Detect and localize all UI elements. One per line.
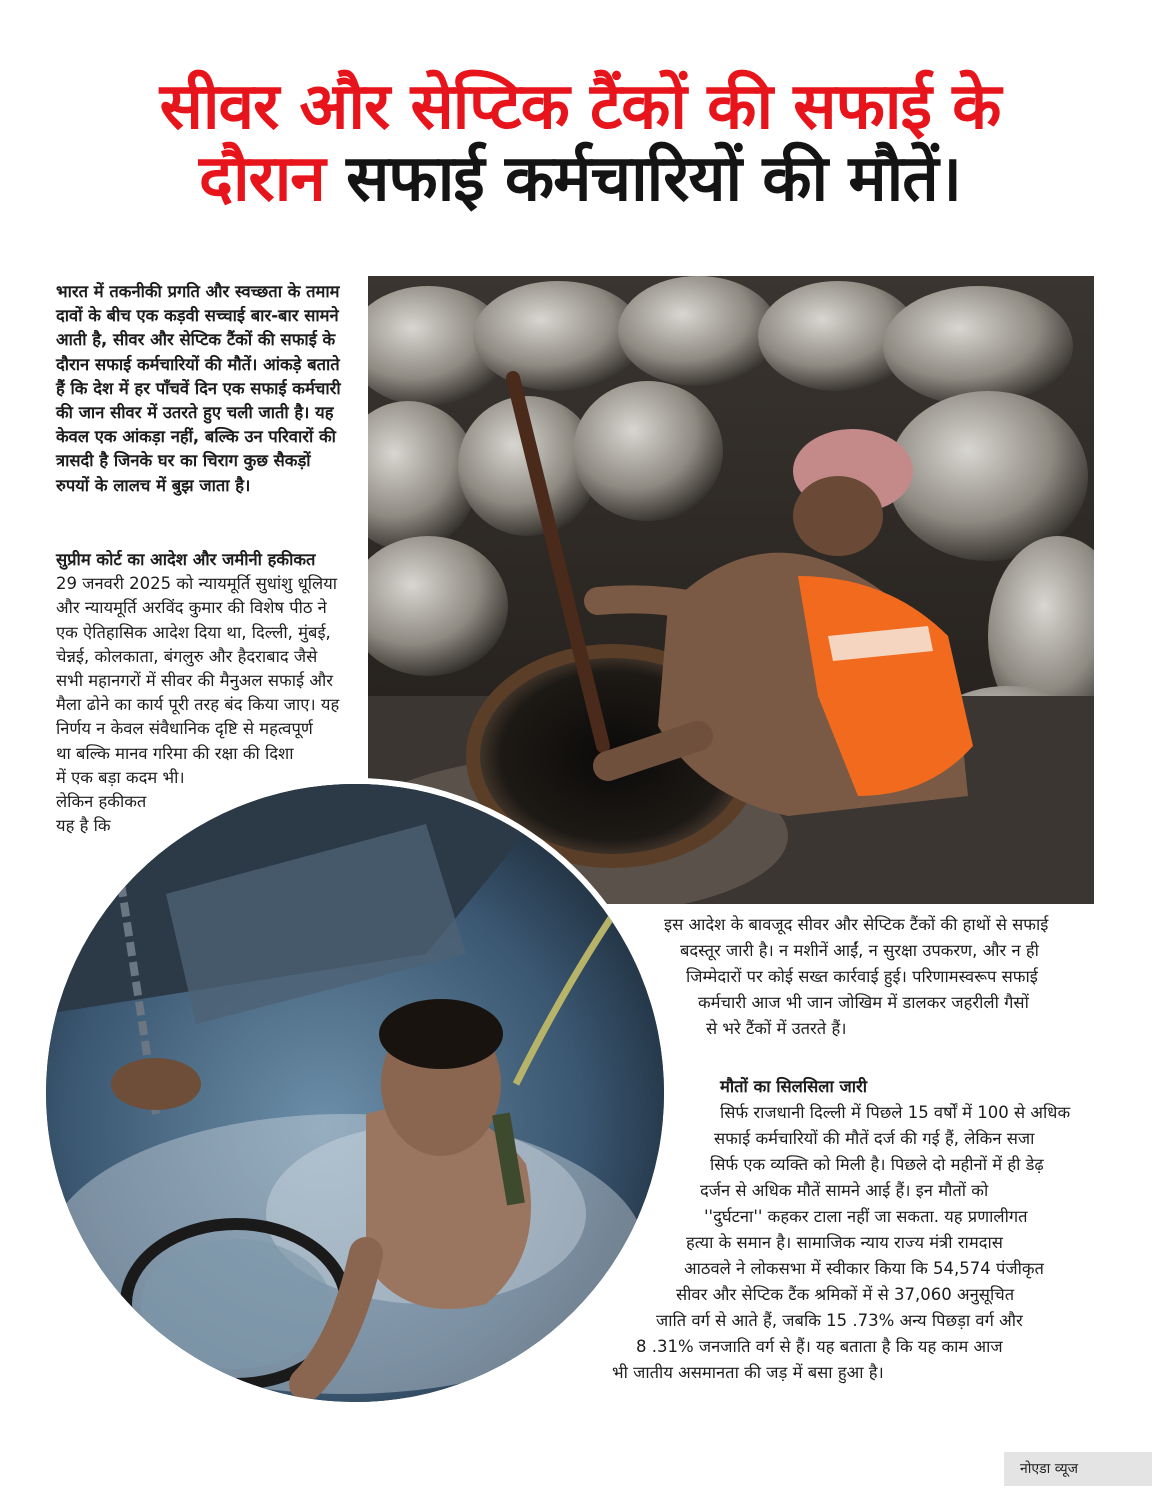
section-line: और न्यायमूर्ति अरविंद कुमार की विशेष पीठ ने	[56, 598, 327, 618]
section-line: इस आदेश के बावजूद सीवर और सेप्टिक टैंकों की हाथों से सफाई	[664, 915, 1049, 934]
intro-line: केवल एक आंकड़ा नहीं, बल्कि उन परिवारों की	[56, 427, 336, 447]
section-heading: मौतों का सिलसिला जारी	[720, 1077, 868, 1096]
section-line: जाति वर्ग से आते हैं, जबकि 15 .73% अन्य पिछड़ा वर्ग और	[656, 1311, 1023, 1330]
section-line: मैला ढोने का कार्य पूरी तरह बंद किया जाए। यह	[56, 695, 340, 715]
section-line: सफाई कर्मचारियों की मौतें दर्ज की गई हैं, लेकिन सजा	[714, 1129, 1035, 1148]
section-line: हत्या के समान है। सामाजिक न्याय राज्य मंत्री रामदास	[686, 1233, 1003, 1252]
section-line: चेन्नई, कोलकाता, बंगलुरु और हैदराबाद जैसे	[56, 646, 318, 666]
section-line: एक ऐतिहासिक आदेश दिया था, दिल्ली, मुंबई,	[56, 622, 331, 642]
publication-footer	[1004, 1452, 1152, 1486]
section-line: आठवले ने लोकसभा में स्वीकार किया कि 54,574 पंजीकृत	[684, 1259, 1044, 1278]
section-line: बदस्तूर जारी है। न मशीनें आईं, न सुरक्षा उपकरण, और न ही	[680, 941, 1039, 960]
section-line: सिर्फ एक व्यक्ति को मिली है। पिछले दो महीनों में ही डेढ़	[710, 1155, 1044, 1174]
section-line: लेकिन हकीकत	[56, 792, 147, 812]
circle-photo	[46, 784, 664, 1402]
section-line: में एक बड़ा कदम भी।	[56, 767, 185, 787]
section-line: 29 जनवरी 2025 को न्यायमूर्ति सुधांशु धूलिया	[56, 574, 338, 594]
intro-line: दावों के बीच एक कड़वी सच्चाई बार-बार सामने	[56, 306, 339, 326]
intro-line: त्रासदी है जिनके घर का चिराग कुछ सैकड़ों	[56, 451, 311, 471]
intro-line: आती है, सीवर और सेप्टिक टैंकों की सफाई के	[56, 330, 336, 350]
intro-line: की जान सीवर में उतरते हुए चली जाती है। यह	[56, 403, 334, 423]
section-line: सभी महानगरों में सीवर की मैनुअल सफाई और	[56, 671, 333, 691]
section-line: ''दुर्घटना'' कहकर टाला नहीं जा सकता. यह प्रणालीगत	[704, 1207, 1028, 1226]
worker-in-sewer-illustration	[46, 784, 664, 1402]
section-line: से भरे टैंकों में उतरते हैं।	[706, 1019, 847, 1038]
section-line: निर्णय न केवल संवैधानिक दृष्टि से महत्वपूर्ण	[56, 719, 313, 739]
section-line: था बल्कि मानव गरिमा की रक्षा की दिशा	[56, 743, 294, 763]
section-line: दर्जन से अधिक मौतें सामने आई हैं। इन मौतों को	[700, 1181, 989, 1200]
headline-line-1: सीवर और सेप्टिक टैंकों की सफाई के	[159, 70, 1001, 144]
intro-line: दौरान सफाई कर्मचारियों की मौतें। आंकड़े बताते	[56, 354, 340, 374]
section-line: कर्मचारी आज भी जान जोखिम में डालकर जहरीली गैसों	[698, 993, 1029, 1012]
intro-line: भारत में तकनीकी प्रगति और स्वच्छता के तमाम	[56, 282, 340, 301]
section-line: भी जातीय असमानता की जड़ में बसा हुआ है।	[612, 1363, 884, 1382]
section-line: सिर्फ राजधानी दिल्ली में पिछले 15 वर्षों में 100 से अधिक	[720, 1103, 1071, 1122]
publication-name: नोएडा व्यूज	[1020, 1461, 1078, 1477]
intro-line: रुपयों के लालच में बुझ जाता है।	[56, 475, 251, 495]
intro-paragraph	[56, 280, 356, 498]
section-line: जिम्मेदारों पर कोई सख्त कार्रवाई हुई। परिणामस्वरूप सफाई	[686, 967, 1038, 986]
section-line: यह है कि	[56, 816, 111, 836]
intro-line: हैं कि देश में हर पाँचवें दिन एक सफाई कर्मचारी	[56, 378, 341, 398]
section-heading: सुप्रीम कोर्ट का आदेश और जमीनी हकीकत	[56, 550, 316, 569]
section-line: 8 .31% जनजाति वर्ग से हैं। यह बताता है कि यह काम आज	[636, 1337, 1003, 1356]
headline	[40, 72, 1120, 215]
headline-line-2: दौरान सफाई कर्मचारियों की मौतें।	[199, 141, 961, 216]
section-line: सीवर और सेप्टिक टैंक श्रमिकों में से 37,060 अनुसूचित	[676, 1285, 1015, 1304]
